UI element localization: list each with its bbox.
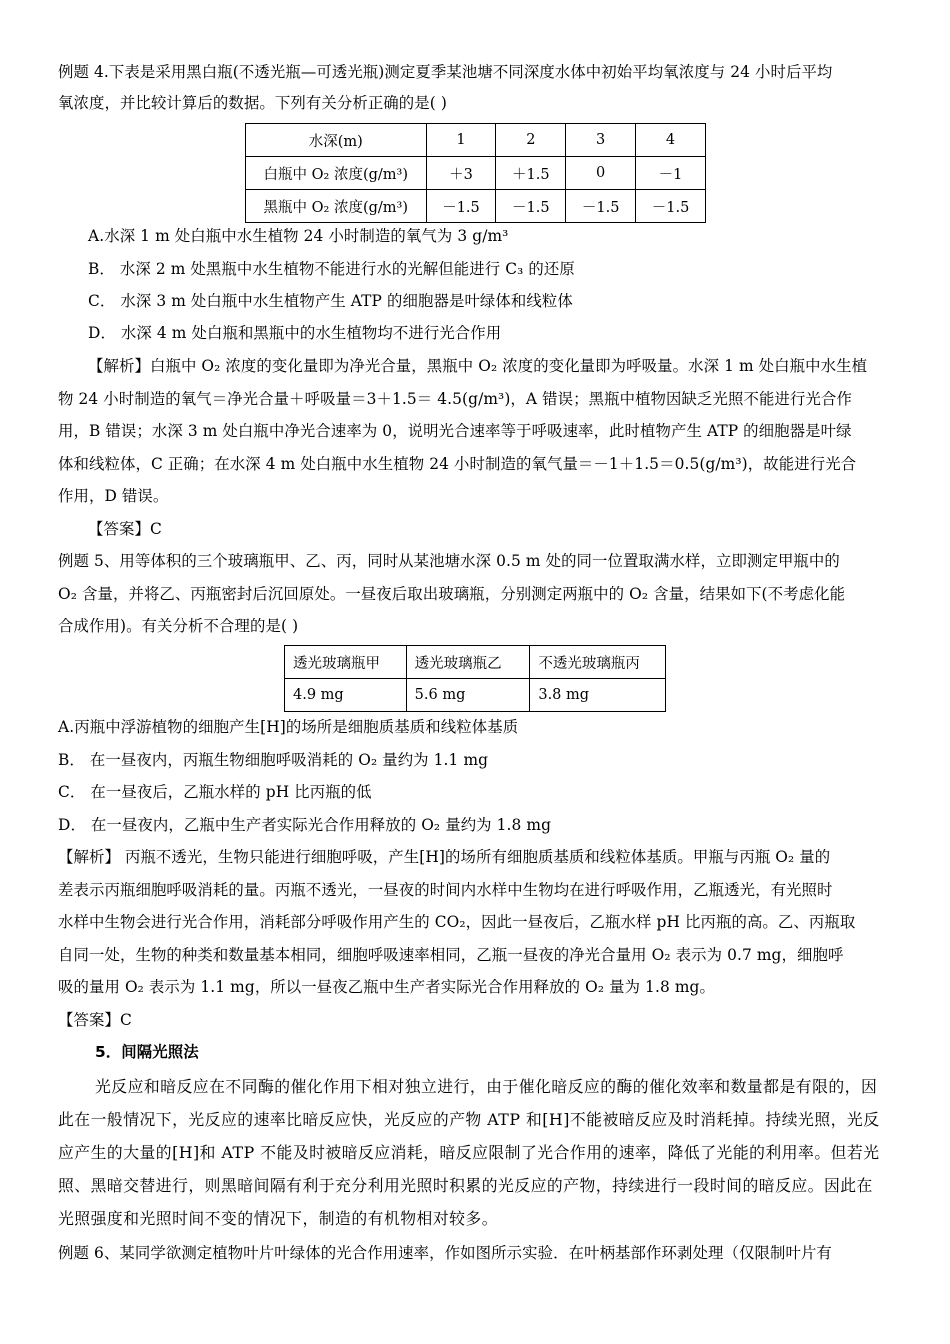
example5-question-line3: 合成作用)。有关分析不合理的是( ) <box>58 617 299 635</box>
table-cell: 4.9 mg <box>285 679 407 712</box>
section-paragraph-line1: 光反应和暗反应在不同酶的催化作用下相对独立进行，由于催化暗反应的酶的催化效率和数量都是有限的，因 <box>95 1077 878 1096</box>
example4-question-line1: 例题 4.下表是采用黑白瓶(不透光瓶—可透光瓶)测定夏季某池塘不同深度水体中初始平均氧浓度与 24 小时后平均 <box>58 63 833 81</box>
table-header-cell: 2 <box>496 124 566 157</box>
example5-option-b: B． 在一昼夜内，丙瓶生物细胞呼吸消耗的 O₂ 量约为 1.1 mg <box>58 751 489 769</box>
table-header-cell: 1 <box>426 124 496 157</box>
example4-option-b: B． 水深 2 m 处黑瓶中水生植物不能进行水的光解但能进行 C₃ 的还原 <box>88 260 575 278</box>
table-cell: 0 <box>566 157 636 190</box>
example5-option-a: A.丙瓶中浮游植物的细胞产生[H]的场所是细胞质基质和线粒体基质 <box>58 718 519 736</box>
table-header-cell: 水深(m) <box>246 124 427 157</box>
example5-answer: 【答案】C <box>58 1011 132 1029</box>
section-paragraph-line4: 照、黑暗交替进行，则黑暗间隔有利于充分利用光照时积累的光反应的产物，持续进行一段时间的暗反应。因此在 <box>58 1176 873 1195</box>
table-cell: －1.5 <box>496 190 566 223</box>
example5-analysis-line2: 差表示丙瓶细胞呼吸消耗的量。丙瓶不透光，一昼夜的时间内水样中生物均在进行呼吸作用，乙瓶透光，有光照时 <box>58 881 833 899</box>
example4-analysis-line2: 物 24 小时制造的氧气＝净光合量＋呼吸量＝3＋1.5＝ 4.5(g/m³)，A 错误；黑瓶中植物因缺乏光照不能进行光合作 <box>58 390 852 408</box>
section-paragraph-line2: 此在一般情况下，光反应的速率比暗反应快，光反应的产物 ATP 和[H]不能被暗反应及时消耗掉。持续光照，光反 <box>58 1110 880 1129</box>
table-cell: 3.8 mg <box>530 679 666 712</box>
example6-question-line1: 例题 6、某同学欲测定植物叶片叶绿体的光合作用速率，作如图所示实验．在叶柄基部作环剥处理（仅限制叶片有 <box>58 1244 832 1262</box>
example4-question-line2: 氧浓度，并比较计算后的数据。下列有关分析正确的是( ) <box>58 94 447 112</box>
example5-analysis-line1: 【解析】 丙瓶不透光，生物只能进行细胞呼吸，产生[H]的场所有细胞质基质和线粒体基质。甲瓶与丙瓶 O₂ 量的 <box>58 848 831 866</box>
example4-option-d: D． 水深 4 m 处白瓶和黑瓶中的水生植物均不进行光合作用 <box>88 324 502 342</box>
table-header-cell: 3 <box>566 124 636 157</box>
section-paragraph-line5: 光照强度和光照时间不变的情况下，制造的有机物相对较多。 <box>58 1209 499 1228</box>
example4-answer: 【答案】C <box>88 520 162 538</box>
table-cell: －1.5 <box>636 190 706 223</box>
example5-option-c: C． 在一昼夜后，乙瓶水样的 pH 比丙瓶的低 <box>58 783 372 801</box>
table-cell: ＋1.5 <box>496 157 566 190</box>
table-cell: －1.5 <box>566 190 636 223</box>
example4-analysis-line3: 用，B 错误；水深 3 m 处白瓶中净光合速率为 0，说明光合速率等于呼吸速率，此时植物产生 ATP 的细胞器是叶绿 <box>58 422 852 440</box>
example5-analysis-line5: 吸的量用 O₂ 表示为 1.1 mg，所以一昼夜乙瓶中生产者实际光合作用释放的 O₂ 量为 1.8 mg。 <box>58 978 715 996</box>
example5-analysis-line4: 自同一处，生物的种类和数量基本相同，细胞呼吸速率相同，乙瓶一昼夜的净光合量用 O₂ 表示为 0.7 mg，细胞呼 <box>58 946 844 964</box>
table-cell: ＋3 <box>426 157 496 190</box>
example4-analysis-line1: 【解析】白瓶中 O₂ 浓度的变化量即为净光合量，黑瓶中 O₂ 浓度的变化量即为呼吸量。水深 1 m 处白瓶中水生植 <box>88 357 868 375</box>
example5-table <box>284 645 666 712</box>
table-row <box>246 124 706 157</box>
table-cell: 5.6 mg <box>406 679 530 712</box>
table-cell: －1.5 <box>426 190 496 223</box>
example4-analysis-line4: 体和线粒体，C 正确；在水深 4 m 处白瓶中水生植物 24 小时制造的氧气量＝－1＋1.5＝0.5(g/m³)，故能进行光合 <box>58 455 857 473</box>
section-paragraph-line3: 应产生的大量的[H]和 ATP 不能及时被暗反应消耗，暗反应限制了光合作用的速率，降低了光能的利用率。但若光 <box>58 1143 880 1162</box>
example4-option-c: C． 水深 3 m 处白瓶中水生植物产生 ATP 的细胞器是叶绿体和线粒体 <box>88 292 573 310</box>
table-cell: 白瓶中 O₂ 浓度(g/m³) <box>246 157 427 190</box>
example5-option-d: D． 在一昼夜内，乙瓶中生产者实际光合作用释放的 O₂ 量约为 1.8 mg <box>58 816 552 834</box>
example4-option-a: A.水深 1 m 处白瓶中水生植物 24 小时制造的氧气为 3 g/m³ <box>88 227 509 245</box>
table-cell: 黑瓶中 O₂ 浓度(g/m³) <box>246 190 427 223</box>
table-row <box>285 679 666 712</box>
table-header-cell: 4 <box>636 124 706 157</box>
section-heading: 5．间隔光照法 <box>95 1043 199 1061</box>
table-row <box>246 190 706 223</box>
example4-table <box>245 123 706 223</box>
table-row <box>246 157 706 190</box>
table-header-cell: 透光玻璃瓶乙 <box>406 646 530 679</box>
example5-question-line2: O₂ 含量，并将乙、丙瓶密封后沉回原处。一昼夜后取出玻璃瓶，分别测定两瓶中的 O₂ 含量，结果如下(不考虑化能 <box>58 585 846 603</box>
example5-question-line1: 例题 5、用等体积的三个玻璃瓶甲、乙、丙，同时从某池塘水深 0.5 m 处的同一位置取满水样，立即测定甲瓶中的 <box>58 552 840 570</box>
table-cell: －1 <box>636 157 706 190</box>
example4-analysis-line5: 作用，D 错误。 <box>58 487 169 505</box>
table-row <box>285 646 666 679</box>
table-header-cell: 透光玻璃瓶甲 <box>285 646 407 679</box>
example5-analysis-line3: 水样中生物会进行光合作用，消耗部分呼吸作用产生的 CO₂，因此一昼夜后，乙瓶水样 pH 比丙瓶的高。乙、丙瓶取 <box>58 913 856 931</box>
table-header-cell: 不透光玻璃瓶丙 <box>530 646 666 679</box>
